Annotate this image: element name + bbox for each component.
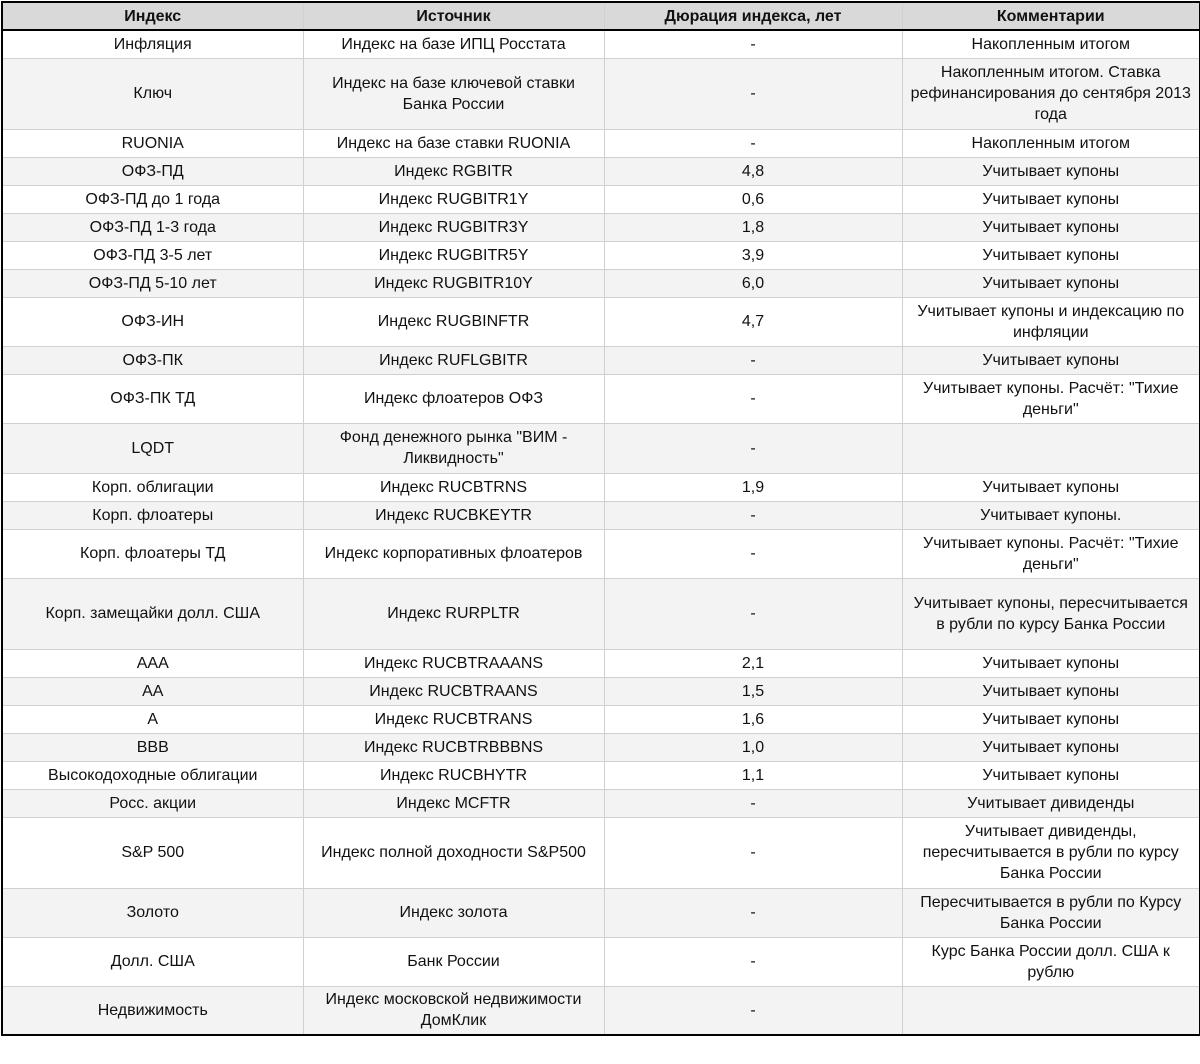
source-cell: Индекс RUGBINFTR xyxy=(303,297,604,346)
index-cell: AAA xyxy=(2,649,303,677)
table-row xyxy=(2,297,1200,346)
index-cell: ОФЗ-ПД 3-5 лет xyxy=(2,241,303,269)
duration-cell: - xyxy=(604,888,902,937)
table-row xyxy=(2,761,1200,789)
source-cell: Индекс на базе ключевой ставки Банка России xyxy=(303,58,604,129)
source-cell: Индекс RUGBITR10Y xyxy=(303,269,604,297)
index-cell: ОФЗ-ПД 5-10 лет xyxy=(2,269,303,297)
comment-cell: Учитывает купоны xyxy=(902,649,1200,677)
index-cell: Ключ xyxy=(2,58,303,129)
source-cell: Банк России xyxy=(303,937,604,986)
table-row xyxy=(2,937,1200,986)
table-row xyxy=(2,185,1200,213)
source-cell: Индекс MCFTR xyxy=(303,789,604,817)
source-cell: Индекс RUGBITR3Y xyxy=(303,213,604,241)
source-cell: Индекс на базе ставки RUONIA xyxy=(303,129,604,157)
comment-cell: Учитывает купоны xyxy=(902,157,1200,185)
comment-cell: Учитывает купоны. Расчёт: "Тихие деньги" xyxy=(902,529,1200,578)
duration-cell: 1,0 xyxy=(604,733,902,761)
comment-cell: Учитывает купоны xyxy=(902,346,1200,374)
duration-cell: 1,8 xyxy=(604,213,902,241)
index-cell: AA xyxy=(2,677,303,705)
duration-cell: - xyxy=(604,346,902,374)
index-cell: ОФЗ-ПК xyxy=(2,346,303,374)
table-row xyxy=(2,986,1200,1035)
indices-table xyxy=(1,1,1200,1036)
source-cell: Индекс RUCBTRBBBNS xyxy=(303,733,604,761)
duration-cell: 3,9 xyxy=(604,241,902,269)
source-cell: Индекс корпоративных флоатеров xyxy=(303,529,604,578)
comment-cell: Учитывает купоны xyxy=(902,473,1200,501)
index-cell: Росс. акции xyxy=(2,789,303,817)
source-cell: Индекс RUGBITR1Y xyxy=(303,185,604,213)
source-cell: Индекс RUCBTRAANS xyxy=(303,677,604,705)
comment-cell: Учитывает купоны, пересчитывается в рубли по курсу Банка России xyxy=(902,578,1200,649)
table-row xyxy=(2,129,1200,157)
table-row xyxy=(2,241,1200,269)
duration-cell: - xyxy=(604,937,902,986)
table-row xyxy=(2,705,1200,733)
source-cell: Индекс RURPLTR xyxy=(303,578,604,649)
index-cell: Корп. флоатеры xyxy=(2,501,303,529)
table-row xyxy=(2,529,1200,578)
duration-cell: 4,7 xyxy=(604,297,902,346)
table-row xyxy=(2,817,1200,888)
table-row xyxy=(2,346,1200,374)
header-index: Индекс xyxy=(2,2,303,30)
header-duration: Дюрация индекса, лет xyxy=(604,2,902,30)
source-cell: Индекс RUGBITR5Y xyxy=(303,241,604,269)
comment-cell: Учитывает дивиденды xyxy=(902,789,1200,817)
table-row xyxy=(2,888,1200,937)
index-cell: Инфляция xyxy=(2,30,303,58)
duration-cell: - xyxy=(604,30,902,58)
table-row xyxy=(2,374,1200,423)
table-row xyxy=(2,58,1200,129)
index-cell: Долл. США xyxy=(2,937,303,986)
table-row xyxy=(2,677,1200,705)
table-row xyxy=(2,789,1200,817)
comment-cell: Курс Банка России долл. США к рублю xyxy=(902,937,1200,986)
index-cell: ОФЗ-ПД до 1 года xyxy=(2,185,303,213)
source-cell: Индекс RUCBTRANS xyxy=(303,705,604,733)
table-row xyxy=(2,501,1200,529)
index-cell: Высокодоходные облигации xyxy=(2,761,303,789)
duration-cell: 2,1 xyxy=(604,649,902,677)
comment-cell: Учитывает купоны xyxy=(902,185,1200,213)
table-row xyxy=(2,423,1200,473)
duration-cell: - xyxy=(604,423,902,473)
table-row xyxy=(2,30,1200,58)
source-cell: Индекс московской недвижимости ДомКлик xyxy=(303,986,604,1035)
comment-cell: Учитывает купоны и индексацию по инфляции xyxy=(902,297,1200,346)
duration-cell: - xyxy=(604,501,902,529)
comment-cell: Учитывает купоны xyxy=(902,677,1200,705)
source-cell: Индекс RUCBTRAAANS xyxy=(303,649,604,677)
header-comments: Комментарии xyxy=(902,2,1200,30)
index-cell: RUONIA xyxy=(2,129,303,157)
index-cell: LQDT xyxy=(2,423,303,473)
comment-cell: Учитывает купоны xyxy=(902,761,1200,789)
index-cell: A xyxy=(2,705,303,733)
comment-cell: Накопленным итогом xyxy=(902,129,1200,157)
source-cell: Индекс RGBITR xyxy=(303,157,604,185)
duration-cell: 0,6 xyxy=(604,185,902,213)
index-cell: ОФЗ-ПД 1-3 года xyxy=(2,213,303,241)
header-row xyxy=(2,2,1200,30)
comment-cell: Учитывает купоны xyxy=(902,213,1200,241)
duration-cell: 1,6 xyxy=(604,705,902,733)
comment-cell: Учитывает купоны xyxy=(902,269,1200,297)
comment-cell: Учитывает купоны. Расчёт: "Тихие деньги" xyxy=(902,374,1200,423)
source-cell: Индекс золота xyxy=(303,888,604,937)
duration-cell: - xyxy=(604,789,902,817)
index-cell: Золото xyxy=(2,888,303,937)
duration-cell: 4,8 xyxy=(604,157,902,185)
header-source: Источник xyxy=(303,2,604,30)
table-row xyxy=(2,213,1200,241)
duration-cell: - xyxy=(604,529,902,578)
table-row xyxy=(2,649,1200,677)
table-row xyxy=(2,733,1200,761)
source-cell: Индекс RUCBTRNS xyxy=(303,473,604,501)
duration-cell: - xyxy=(604,129,902,157)
comment-cell: Учитывает купоны xyxy=(902,733,1200,761)
source-cell: Индекс на базе ИПЦ Росстата xyxy=(303,30,604,58)
comment-cell: Учитывает купоны xyxy=(902,241,1200,269)
comment-cell: Учитывает купоны. xyxy=(902,501,1200,529)
duration-cell: - xyxy=(604,578,902,649)
comment-cell: Накопленным итогом. Ставка рефинансирования до сентября 2013 года xyxy=(902,58,1200,129)
source-cell: Фонд денежного рынка "ВИМ - Ликвидность" xyxy=(303,423,604,473)
comment-cell xyxy=(902,423,1200,473)
index-cell: Корп. флоатеры ТД xyxy=(2,529,303,578)
duration-cell: 1,9 xyxy=(604,473,902,501)
comment-cell: Учитывает купоны xyxy=(902,705,1200,733)
table-row xyxy=(2,269,1200,297)
index-cell: Корп. замещайки долл. США xyxy=(2,578,303,649)
index-cell: Корп. облигации xyxy=(2,473,303,501)
index-cell: ОФЗ-ИН xyxy=(2,297,303,346)
duration-cell: - xyxy=(604,817,902,888)
source-cell: Индекс полной доходности S&P500 xyxy=(303,817,604,888)
duration-cell: - xyxy=(604,374,902,423)
comment-cell: Пересчитывается в рубли по Курсу Банка России xyxy=(902,888,1200,937)
table-row xyxy=(2,578,1200,649)
duration-cell: - xyxy=(604,58,902,129)
index-cell: ОФЗ-ПД xyxy=(2,157,303,185)
comment-cell: Накопленным итогом xyxy=(902,30,1200,58)
source-cell: Индекс RUCBKEYTR xyxy=(303,501,604,529)
duration-cell: - xyxy=(604,986,902,1035)
source-cell: Индекс RUCBHYTR xyxy=(303,761,604,789)
index-cell: BBB xyxy=(2,733,303,761)
duration-cell: 6,0 xyxy=(604,269,902,297)
index-cell: Недвижимость xyxy=(2,986,303,1035)
comment-cell: Учитывает дивиденды, пересчитывается в рубли по курсу Банка России xyxy=(902,817,1200,888)
duration-cell: 1,5 xyxy=(604,677,902,705)
index-cell: S&P 500 xyxy=(2,817,303,888)
comment-cell xyxy=(902,986,1200,1035)
duration-cell: 1,1 xyxy=(604,761,902,789)
source-cell: Индекс флоатеров ОФЗ xyxy=(303,374,604,423)
table-row xyxy=(2,157,1200,185)
table-row xyxy=(2,473,1200,501)
index-cell: ОФЗ-ПК ТД xyxy=(2,374,303,423)
source-cell: Индекс RUFLGBITR xyxy=(303,346,604,374)
